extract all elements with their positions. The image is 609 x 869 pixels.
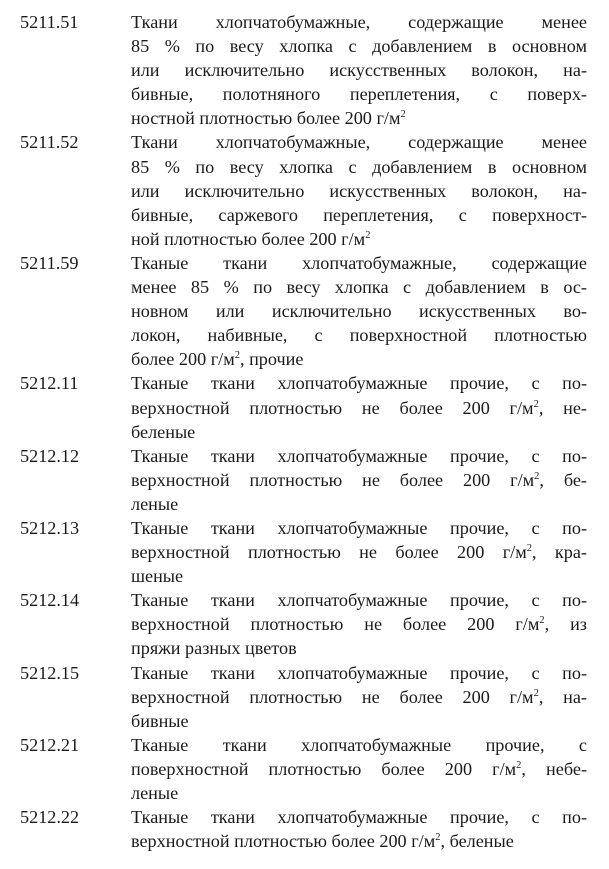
- description-line: 85 % по весу хлопка с добавлением в основном: [131, 36, 587, 57]
- classification-entry: [20, 444, 587, 516]
- description-line: ной плотностью более 200 $г/м^2$: [131, 228, 371, 249]
- entry-code: 5212.22: [20, 807, 80, 828]
- description-line: Тканые ткани хлопчатобумажные прочие, с: [131, 734, 587, 755]
- description-line: беленые: [131, 421, 196, 442]
- description-line: Тканые ткани хлопчатобумажные прочие, с по-: [131, 662, 587, 683]
- classification-entry: [20, 371, 587, 443]
- description-line: верхностной плотностью не более 200 $г/м^2$, из: [131, 614, 587, 635]
- description-line: Тканые ткани хлопчатобумажные, содержащие: [131, 252, 587, 273]
- classification-entry: [20, 251, 587, 371]
- description-line: менее 85 % по весу хлопка с добавлением в ос-: [131, 277, 587, 298]
- entry-code: 5212.21: [20, 734, 80, 755]
- description-line: Тканые ткани хлопчатобумажные прочие, с по-: [131, 445, 587, 466]
- classification-entry: [20, 10, 587, 130]
- description-line: новном или исключительно искусственных во-: [131, 301, 587, 322]
- description-line: поверхностной плотностью более 200 $г/м^2$, небе-: [131, 758, 587, 779]
- description-line: верхностной плотностью не более 200 $г/м^2$, кра-: [131, 542, 587, 563]
- entry-description: [131, 588, 587, 660]
- entry-description: [131, 371, 587, 443]
- description-line: ностной плотностью более 200 $г/м^2$: [131, 108, 406, 129]
- description-line: Тканые ткани хлопчатобумажные прочие, с по-: [131, 590, 587, 611]
- classification-entry: [20, 661, 587, 733]
- classification-entry: [20, 805, 587, 853]
- entry-description: [131, 661, 587, 733]
- description-line: бивные, саржевого переплетения, с поверхност-: [131, 204, 587, 225]
- classification-entry: [20, 733, 587, 805]
- description-line: леные: [131, 493, 179, 514]
- description-line: Тканые ткани хлопчатобумажные прочие, с по-: [131, 373, 587, 394]
- description-line: или исключительно искусственных волокон, на-: [131, 180, 587, 201]
- description-line: верхностной плотностью не более 200 $г/м^2$, на-: [131, 686, 587, 707]
- classification-list: [20, 10, 587, 853]
- description-line: Тканые ткани хлопчатобумажные прочие, с по-: [131, 807, 587, 828]
- entry-code: 5212.11: [20, 373, 79, 394]
- description-line: верхностной плотностью более 200 $г/м^2$, беленые: [131, 831, 514, 852]
- classification-entry: [20, 130, 587, 250]
- description-line: бивные, полотняного переплетения, с поверх-: [131, 84, 587, 105]
- description-line: верхностной плотностью не более 200 $г/м^2$, бе-: [131, 469, 587, 490]
- entry-description: [131, 251, 587, 371]
- classification-entry: [20, 516, 587, 588]
- description-line: более 200 $г/м^2$, прочие: [131, 349, 304, 370]
- description-line: Ткани хлопчатобумажные, содержащие менее: [131, 132, 587, 153]
- classification-entry: [20, 588, 587, 660]
- description-line: шеные: [131, 566, 184, 587]
- entry-code: 5212.12: [20, 445, 80, 466]
- entry-code: 5212.15: [20, 662, 80, 683]
- entry-code: 5211.51: [20, 12, 79, 32]
- description-line: Тканые ткани хлопчатобумажные прочие, с по-: [131, 517, 587, 538]
- entry-description: [131, 444, 587, 516]
- entry-description: [131, 733, 587, 805]
- entry-description: [131, 805, 587, 853]
- entry-code: 5212.14: [20, 590, 80, 611]
- description-line: верхностной плотностью не более 200 $г/м^2$, не-: [131, 397, 587, 418]
- description-line: бивные: [131, 710, 189, 731]
- description-line: пряжи разных цветов: [131, 638, 297, 659]
- entry-code: 5212.13: [20, 517, 80, 538]
- entry-description: [131, 130, 587, 250]
- entry-description: [131, 516, 587, 588]
- description-line: локон, набивные, с поверхностной плотностью: [131, 325, 587, 346]
- entry-description: [131, 10, 587, 130]
- entry-code: 5211.52: [20, 132, 79, 153]
- entry-code: 5211.59: [20, 252, 79, 273]
- description-line: 85 % по весу хлопка с добавлением в основном: [131, 156, 587, 177]
- description-line: Ткани хлопчатобумажные, содержащие менее: [131, 12, 587, 32]
- description-line: леные: [131, 783, 179, 803]
- description-line: или исключительно искусственных волокон, на-: [131, 60, 587, 81]
